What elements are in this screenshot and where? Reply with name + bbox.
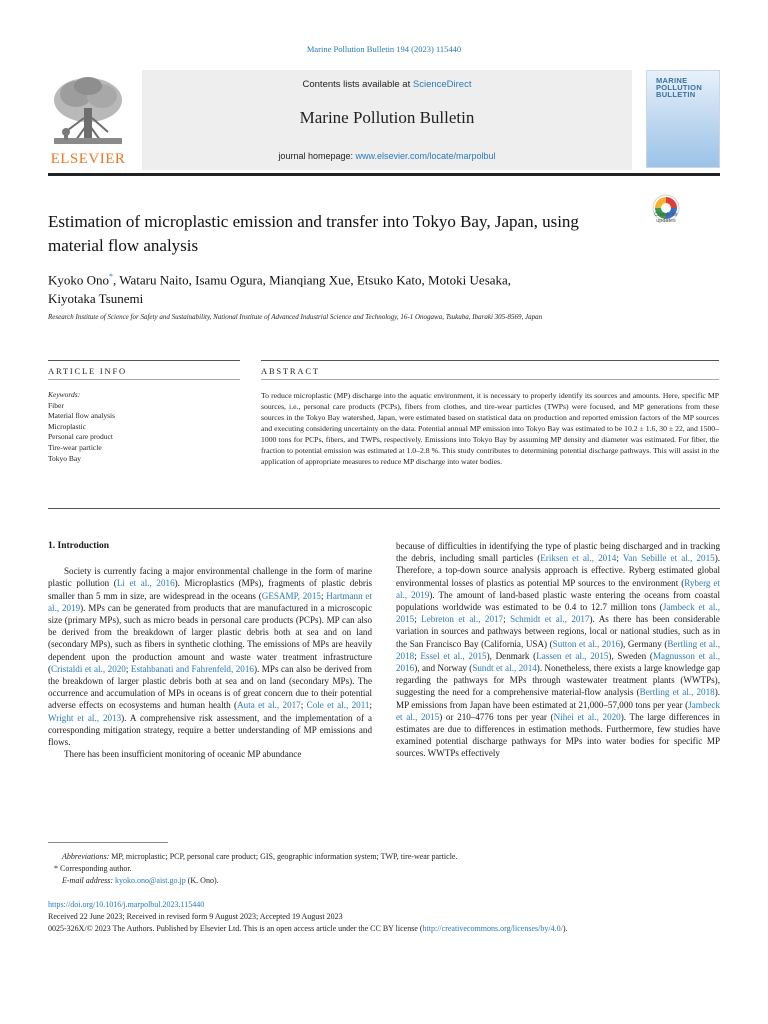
check-for-updates-label[interactable]: Check for updates — [654, 212, 678, 224]
body-text: ), and Norway ( — [414, 663, 473, 674]
citation-link[interactable]: Li et al., 2016 — [116, 578, 175, 589]
contents-line — [142, 79, 632, 90]
license-suffix: ). — [562, 924, 568, 934]
citation-link[interactable]: Lassen et al., 2015 — [536, 650, 609, 661]
author-names: , Wataru Naito, Isamu Ogura, Mianqiang Xue, Etsuko Kato, Motoki Uesaka, — [113, 272, 512, 288]
corresponding-text: Corresponding author. — [58, 864, 132, 873]
corresponding-footnote — [54, 863, 712, 875]
author-list — [48, 267, 698, 308]
cover-title — [656, 77, 702, 98]
body-text: ; — [414, 614, 422, 625]
email-footnote — [62, 875, 712, 887]
affiliation: Research Institute of Science for Safety and Sustainability, National Institute of Advanced Industrial Science and Technology, 16-1 Onogawa, Tsukuba, Ibaraki 305-8569, Japan — [48, 313, 543, 321]
footnotes — [54, 851, 712, 887]
citation-link[interactable]: Jambeck et al., 2015 — [396, 602, 720, 625]
body-text: ; — [369, 700, 372, 711]
publisher-wordmark: ELSEVIER — [50, 151, 126, 167]
citation-link[interactable]: Essel et al., 2015 — [420, 650, 487, 661]
author-names: Kiyotaka Tsunemi — [48, 291, 144, 307]
body-text: ). MP emissions from Japan have been estimated at 21,000–57,000 tons per year ( — [396, 687, 720, 710]
citation-link[interactable]: Estahbanati and Fahrenfeld, 2016 — [130, 663, 254, 674]
contents-prefix: Contents lists available at — [302, 79, 413, 90]
body-text: ). A comprehensive risk assessment, and the implementation of a corresponding mitigation strategy, require a better understanding of MP emissions and flows. — [48, 712, 373, 748]
citation-link[interactable]: Hartmann et al., 2019 — [48, 590, 372, 613]
citation-link[interactable]: Magnusson et al., 2016 — [396, 650, 720, 674]
author-link[interactable]: Kyoko Ono — [48, 272, 110, 288]
body-column-right — [396, 540, 720, 760]
citation-link[interactable]: Auta et al., 2017 — [237, 700, 301, 711]
footnote-rule — [48, 842, 168, 843]
abstract-rule — [261, 360, 719, 361]
masthead-rule — [48, 173, 720, 176]
article-info-heading: ARTICLE INFO — [48, 366, 127, 376]
citation-link[interactable]: Van Sebille et al., 2015 — [622, 553, 715, 564]
journal-cover-thumbnail[interactable] — [646, 70, 720, 168]
keywords-list — [48, 390, 238, 464]
doi-link[interactable]: https://doi.org/10.1016/j.marpolbul.2023.115440 — [48, 900, 205, 909]
body-text: ). The large differences in estimates are due to differences in estimation methods. Furthermore, few studies have examined potential discharge pathways for MPs into water bodies for specific MP sources. WWTPs effectively — [396, 711, 720, 759]
body-text: ). MPs can also be derived from the breakdown of larger plastic debris both at sea and on land (secondary MPs). The occurrence and accumulation of MPs in oceans is of great concern due to their potential adverse effects on ecosystems and human health ( — [48, 663, 372, 711]
citation-link[interactable]: Bertling et al., 2018 — [396, 638, 720, 661]
cover-title-line: POLLUTION — [656, 83, 703, 92]
citation-link[interactable]: Bertling et al., 2018 — [639, 687, 715, 698]
keyword[interactable]: Tire-wear particle — [48, 442, 102, 452]
body-text: ). Microplastics (MPs), fragments of plastic debris smaller than 5 mm in size, are widespread in the oceans ( — [48, 578, 373, 601]
journal-reference[interactable]: Marine Pollution Bulletin 194 (2023) 115440 — [306, 44, 462, 54]
info-rule — [48, 360, 240, 361]
body-text: ; — [503, 614, 511, 625]
citation-link[interactable]: Jambeck et al., 2015 — [396, 699, 720, 722]
email-suffix: (K. Ono). — [185, 876, 219, 885]
citation-link[interactable]: Schmidt et al., 2017 — [510, 614, 590, 625]
cover-title-line: MARINE — [656, 76, 688, 85]
citation-link[interactable]: Sutton et al., 2016 — [552, 638, 621, 649]
journal-banner — [142, 70, 632, 170]
citation-link[interactable]: Sundt et al., 2014 — [472, 663, 537, 674]
license-line — [48, 923, 728, 935]
article-title: Estimation of microplastic emission and transfer into Tokyo Bay, Japan, using material flow analysis — [48, 212, 579, 255]
body-text: ) or 210–4776 tons per year ( — [439, 711, 554, 722]
body-text: ; — [414, 650, 421, 661]
citation-link[interactable]: GESAMP, 2015 — [261, 590, 321, 601]
body-text: ). Nonetheless, there exists a large knowledge gap regarding the pathways for MPs through wastewater treatment plants (WWTPs), suggesting the need for a comprehensive material-flow analysis ( — [396, 663, 721, 698]
body-text: ), Denmark ( — [486, 650, 537, 661]
license-link[interactable]: http://creativecommons.org/licenses/by/4.0/ — [422, 924, 563, 934]
citation-link[interactable]: Eriksen et al., 2014 — [540, 553, 617, 564]
body-paragraph — [48, 565, 372, 748]
citation-link[interactable]: Cristaldi et al., 2020 — [51, 663, 126, 674]
abbreviations-footnote — [62, 851, 712, 863]
masthead — [48, 70, 720, 174]
citation-link[interactable]: Ryberg et al., 2019 — [396, 577, 720, 600]
body-text: because of difficulties in identifying the type of plastic being discharged and in tracking the debris, including small particles ( — [396, 541, 720, 564]
body-text: ; — [125, 663, 131, 674]
abstract-bottom-rule — [48, 508, 720, 509]
cover-title-line: BULLETIN — [656, 90, 696, 99]
received-dates: Received 22 June 2023; Received in revised form 9 August 2023; Accepted 19 August 2023 — [48, 912, 343, 922]
elsevier-tree-icon — [48, 70, 128, 150]
info-subrule — [48, 379, 240, 380]
section-heading-introduction: 1. Introduction — [48, 541, 110, 551]
elsevier-logo[interactable] — [48, 70, 128, 170]
body-column-left — [48, 540, 372, 760]
corresponding-author-marker[interactable]: * — [109, 272, 114, 281]
journal-homepage-link[interactable]: www.elsevier.com/locate/marpolbul — [355, 151, 496, 161]
body-text: ; — [616, 553, 623, 564]
abstract-subrule — [261, 379, 719, 380]
abbreviations-text: MP, microplastic; PCP, personal care product; GIS, geographic information system; TWP, tire-wear particle. — [109, 852, 458, 861]
journal-title: Marine Pollution Bulletin — [299, 108, 475, 127]
license-prefix: 0025-326X/© 2023 The Authors. Published by Elsevier Ltd. This is an open access article under the CC BY license ( — [48, 924, 423, 934]
keyword[interactable]: Microplastic — [48, 421, 86, 431]
homepage-line — [142, 151, 632, 161]
abbreviations-label: Abbreviations: — [62, 852, 110, 861]
body-text: ; — [300, 700, 307, 711]
footnote-marker: * — [54, 864, 58, 873]
abstract-heading: ABSTRACT — [261, 366, 320, 376]
body-text: ). Therefore, a top-down source analysis approach is effective. Ryberg estimated global environmental losses of plastics as potential MP sources to the environment ( — [396, 553, 721, 588]
body-paragraph: There has been insufficient monitoring of oceanic MP abundance — [64, 749, 302, 760]
email-label: E-mail address: — [62, 876, 114, 885]
keyword[interactable]: Personal care product — [48, 432, 113, 442]
body-text: ), Germany ( — [620, 638, 668, 649]
keyword[interactable]: Material flow analysis — [48, 411, 116, 421]
body-text: ). As there has been considerable variation in sources and pathways between regions, local or national studies, such as in the San Francisco Bay (California, USA) ( — [396, 614, 720, 649]
body-text: ). MPs can be generated from products that are manufactured in a microscopic size (primary MPs), such as micro beads in personal care products (PCPs). MP can also be derived from the breakdown of larger plastic debris both at sea and on land (secondary MPs), such as fibers in synthetic clothing. The emissions of MPs are heavily dependent upon the production amount and waste water treatment infrastructure ( — [48, 602, 372, 674]
keyword[interactable]: Tokyo Bay — [48, 453, 82, 463]
citation-link[interactable]: Cole et al., 2011 — [306, 700, 370, 711]
article-metadata — [48, 899, 728, 936]
citation-link[interactable]: Lebreton et al., 2017 — [421, 614, 504, 625]
keyword[interactable]: Fiber — [48, 400, 64, 410]
body-text: Society is currently facing a major environmental challenge in the form of marine plastic pollution ( — [48, 566, 372, 589]
sciencedirect-link[interactable]: ScienceDirect — [412, 79, 472, 90]
abstract-text: To reduce microplastic (MP) discharge into the aquatic environment, it is necessary to properly identify its sources and amounts. Here, specific MP sources, i.e., personal care products (PCPs), fibers from clothes, and tire-wear particles (TWPs) were focused, and MP generations from these sources in the Tokyo Bay watershed, Japan, were estimated based on statistical data on production and reported emission factors of the MP sources and executing considering uncertainty on the data. Potential annual MP emission into Tokyo Bay was estimated to be 10.2 ± 1.6, 30 ± 22, and 1500–1000 tons for PCPs, fibers, and TWPs, respectively. Emissions into Tokyo Bay by assuming MP density and diameter was estimated. For fiber, the fraction to potential emission was estimated at 1.0–2.8 %. This study contributes to determining potential discharge pathways. This will assist in the application of appropriate measures to reduce MP discharge into water bodies. — [261, 391, 719, 466]
keywords-label: Keywords: — [48, 390, 81, 399]
body-paragraph — [396, 540, 720, 760]
citation-link[interactable]: Nihei et al., 2020 — [553, 711, 621, 722]
citation-link[interactable]: Wright et al., 2013 — [48, 712, 122, 723]
email-link[interactable]: kyoko.ono@aist.go.jp — [115, 876, 186, 885]
body-text: ), Sweden ( — [608, 650, 653, 661]
body-text: ). The amount of land-based plastic waste entering the oceans from coastal populations worldwide was estimated to be 0.4 to 12.7 million tons ( — [396, 589, 720, 613]
homepage-prefix: journal homepage: — [278, 151, 356, 161]
body-text: ; — [320, 590, 327, 601]
